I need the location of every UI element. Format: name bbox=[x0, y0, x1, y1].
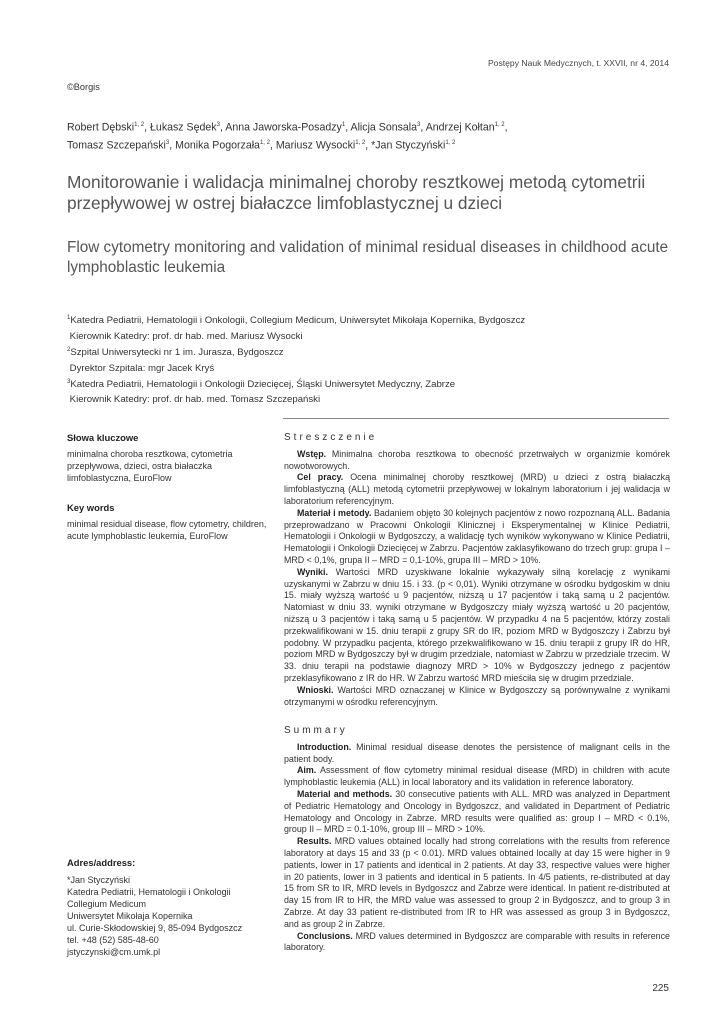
abstract-paragraph bbox=[284, 449, 670, 473]
affiliation-number: 1 bbox=[67, 315, 71, 321]
author-affiliation-sup: 1, 2 bbox=[134, 122, 145, 128]
affiliation-text: Kierownik Katedry: prof. dr hab. med. Mariusz Wysocki bbox=[67, 331, 303, 343]
affiliation-text: Kierownik Katedry: prof. dr hab. med. Tomasz Szczepański bbox=[67, 394, 321, 406]
journal-header: Postępy Nauk Medycznych, t. XXVII, nr 4, 2014 bbox=[487, 58, 669, 68]
affiliation-number: 3 bbox=[67, 378, 71, 385]
paragraph-label: Introduction. bbox=[297, 741, 352, 752]
address-line: *Jan Styczyński bbox=[67, 875, 131, 885]
summary-heading: Summary bbox=[284, 725, 348, 736]
paragraph-text: Minimal residual disease denotes the persistence of malignant cells in the patient body. bbox=[284, 741, 670, 764]
paragraph-label: Cel pracy. bbox=[297, 472, 344, 483]
author-affiliation-sup: 3 bbox=[216, 122, 220, 128]
affiliation-line bbox=[67, 344, 667, 360]
author-affiliation-sup: 1 bbox=[341, 122, 346, 128]
title-polish: Monitorowanie i walidacja minimalnej choroby resztkowej metodą cytometrii przepływowej w ostrej białaczce limfoblastycznej u dzieci bbox=[67, 172, 646, 213]
keywords-en-text: minimal residual disease, flow cytometry, children, acute lymphoblastic leukemia, EuroFlow bbox=[67, 519, 267, 541]
section-divider bbox=[283, 418, 669, 419]
affiliation-line bbox=[67, 376, 667, 392]
summary-paragraph bbox=[284, 836, 670, 930]
author-list bbox=[67, 118, 667, 153]
author-name: Alicja Sonsala bbox=[350, 121, 418, 134]
abstract-paragraph bbox=[284, 685, 670, 709]
paragraph-text: Minimalna choroba resztkowa to obecność przetrwałych w organizmie komórek nowotworowych. bbox=[284, 448, 670, 471]
author-name: Mariusz Wysocki bbox=[275, 139, 356, 152]
author-affiliation-sup: 1, 2 bbox=[355, 139, 366, 146]
title-english: Flow cytometry monitoring and validation of minimal residual diseases in childhood acute lymphoblastic leukemia bbox=[67, 239, 669, 276]
address-line: Uniwersytet Mikołaja Kopernika bbox=[67, 911, 193, 921]
affiliation-number: 2 bbox=[67, 346, 71, 353]
author-line-1 bbox=[67, 118, 667, 136]
author-name: Monika Pogorzała bbox=[175, 139, 260, 152]
author-separator: , bbox=[365, 139, 372, 152]
paragraph-text: Wartości MRD oznaczanej w Klinice w Bydgoszczy są porównywalne z wynikami otrzymanymi w ośrodku referencyjnym. bbox=[284, 684, 670, 707]
paragraph-text: MRD values obtained locally had strong correlations with the results from reference laboratory at days 15 and 33 (p < 0.01). MRD values obtained locally at day 15 were higher in 9 patients, lower in 17 patients and identical in 2 patients. At day 33, respective values were higher in 20 patients, lower in 3 patients and identical in 5 patients. In 4/5 patients, re-distributed at day 15 from SR to IR, MRD levels in Bydgoszcz and Zabrze were identical. In patient re-distributed at day 15 from IR to HR, the MRD value was assessed to group 2 in Bydgoszcz, and to group 3 in Zabrze. At day 33 patient re-distributed from IR to HR was assessed as group 3 in Bydgoszcz, and as group 2 in Zabrze. bbox=[284, 836, 670, 929]
abstract-english bbox=[284, 725, 670, 954]
paragraph-text: Assessment of flow cytometry minimal residual disease (MRD) in children with acute lymphoblastic leukemia (ALL) in local laboratory and its validation in reference laboratory. bbox=[284, 765, 670, 788]
author-affiliation-sup: 1, 2 bbox=[259, 139, 270, 146]
author-separator: , bbox=[420, 121, 426, 134]
summary-paragraph bbox=[284, 765, 670, 789]
address-email: jstyczynski@cm.umk.pl bbox=[67, 947, 161, 957]
author-separator: , bbox=[269, 139, 276, 152]
address-heading: Adres/address: bbox=[67, 857, 136, 868]
publisher-mark: ©Borgis bbox=[67, 82, 100, 92]
keywords-pl-text: minimalna choroba resztkowa, cytometria przepływowa, dzieci, ostra białaczka limfoblastyczna, EuroFlow bbox=[67, 449, 233, 483]
author-separator: , bbox=[345, 121, 351, 134]
paragraph-label: Material and methods. bbox=[297, 788, 393, 799]
paragraph-label: Materiał i metody. bbox=[297, 507, 372, 518]
author-name: Andrzej Kołtan bbox=[425, 121, 495, 134]
author-line-2 bbox=[67, 136, 667, 154]
author-name: Robert Dębski bbox=[67, 121, 135, 134]
address-line: Katedra Pediatrii, Hematologii i Onkologii bbox=[67, 887, 231, 897]
paragraph-label: Results. bbox=[297, 836, 332, 847]
author-name: Tomasz Szczepański bbox=[67, 139, 166, 152]
author-separator: , bbox=[504, 121, 508, 134]
paragraph-label: Wnioski. bbox=[297, 684, 334, 695]
author-name: Łukasz Sędek bbox=[150, 121, 217, 134]
author-name: Anna Jaworska-Posadzy bbox=[225, 121, 342, 134]
page-number: 225 bbox=[652, 983, 669, 994]
abstract-polish bbox=[284, 432, 670, 708]
paragraph-label: Aim. bbox=[297, 765, 317, 776]
paragraph-text: 30 consecutive patients with ALL. MRD was analyzed in Department of Pediatric Hematology and Oncology in Bydgoszcz, and validated in Department of Pediatric Hematology and Oncology in Zabrze. MRD results were qualified as: group I – MRD < 0.1%, group II – MRD = 0.1-10%, group III – MRD > 10%. bbox=[284, 788, 671, 835]
affiliation-text: Szpital Uniwersytecki nr 1 im. Jurasza, Bydgoszcz bbox=[70, 346, 284, 358]
affiliation-line bbox=[67, 391, 667, 407]
correspondence-address bbox=[67, 857, 267, 958]
affiliation-line bbox=[67, 312, 667, 328]
summary-paragraph bbox=[284, 931, 670, 955]
affiliation-text: Katedra Pediatrii, Hematologii i Onkologii, Collegium Medicum, Uniwersytet Mikołaja Kopernika, Bydgoszcz bbox=[70, 315, 526, 327]
abstract-paragraph bbox=[284, 472, 670, 507]
paragraph-text: Ocena minimalnej choroby resztkowej (MRD) u dzieci z ostrą białaczką limfoblastyczną (ALL) metodą cytometrii przepływowej w lokalnym laboratorium i jej walidacja w laboratorium referencyjnym. bbox=[284, 472, 671, 506]
address-line: tel. +48 (52) 585-48-60 bbox=[67, 935, 159, 945]
author-affiliation-sup: 3 bbox=[165, 139, 170, 146]
author-affiliation-sup: 3 bbox=[417, 122, 421, 128]
address-line: ul. Curie-Skłodowskiej 9, 85-094 Bydgoszcz bbox=[67, 923, 243, 933]
streszczenie-heading: Streszczenie bbox=[284, 432, 378, 443]
affiliations bbox=[67, 312, 667, 407]
paragraph-label: Wstęp. bbox=[297, 448, 327, 459]
paragraph-text: Wartości MRD uzyskiwane lokalnie wykazywały silną korelację z wynikami uzyskanymi w Zabrzu w dniu 15. i 33. (p < 0,01). Wyniki otrzymane w ośrodku bydgoskim w dniu 15. miały wyższą wartość u 9 pacjentów, niższą u 17 pacjentów i taką samą u 2 pacjentów. Natomiast w dniu 33. wyniki otrzymane w Bydgoszczy miały wyższą wartość u 20 pacjentów, niższą u 3 pacjentów i taką samą u 5 pacjentów. W przypadku 4 na 5 pacjentów, którzy zostali przekwalifikowani w 15. dniu terapii z grupy SR do IR, poziom MRD w Bydgoszczy i Zabrzu był podobny. W przypadku pacjenta, którego przekwalifikowano w 15. dniu terapii z grupy IR do HR, poziom MRD w Bydgoszczy był w drugim przedziale, natomiast w Zabrzu w przedziale trzecim. W 33. dniu terapii na podstawie diagnozy MRD > 10% w Bydgoszczy jednego z pacjentów przeklasyfikowano z IR do HR. W Zabrzu wartość MRD mieściła się w drugim przedziale. bbox=[284, 566, 670, 683]
paragraph-label: Conclusions. bbox=[297, 930, 353, 941]
author-affiliation-sup: 1, 2 bbox=[445, 139, 456, 146]
summary-paragraph bbox=[284, 789, 670, 836]
paragraph-text: Badaniem objęto 30 kolejnych pacjentów z nowo rozpoznaną ALL. Badania przeprowadzano w Pracowni Onkologii Klinicznej i Eksperymentalnej w Klinice Pediatrii, Hematologii i Onkologii w Bydgoszczy, a walidację tych wyników wykonywano w Klinice Pediatrii, Hematologii i Onkologii Dziecięcej w Zabrzu. Pacjentów zaklasyfikowano do trzech grup: grupa I – MRD < 0,1%, grupa II – MRD = 0,1-10%, grupa III – MRD > 10%. bbox=[284, 507, 670, 565]
abstract-paragraph bbox=[284, 567, 670, 685]
author-name: *Jan Styczyński bbox=[371, 139, 446, 152]
author-separator: , bbox=[169, 139, 176, 152]
keywords-en-heading: Key words bbox=[67, 502, 115, 513]
paragraph-label: Wyniki. bbox=[297, 566, 328, 577]
author-separator: , bbox=[219, 121, 226, 134]
address-line: Collegium Medicum bbox=[67, 899, 147, 909]
author-affiliation-sup: 1, 2 bbox=[494, 122, 505, 128]
affiliation-line bbox=[67, 328, 667, 344]
keywords-pl-heading: Słowa kluczowe bbox=[67, 432, 139, 443]
paragraph-text: MRD values determined in Bydgoszcz are comparable with results in reference laboratory. bbox=[284, 930, 670, 953]
affiliation-text: Katedra Pediatrii, Hematologii i Onkologii Dziecięcej, Śląski Uniwersytet Medyczny, Zabrze bbox=[70, 378, 456, 390]
author-separator: , bbox=[144, 121, 151, 134]
affiliation-text: Dyrektor Szpitala: mgr Jacek Kryś bbox=[67, 362, 215, 374]
abstract-paragraph bbox=[284, 508, 670, 567]
summary-paragraph bbox=[284, 742, 670, 766]
affiliation-line bbox=[67, 360, 667, 376]
keywords-column bbox=[67, 432, 267, 560]
